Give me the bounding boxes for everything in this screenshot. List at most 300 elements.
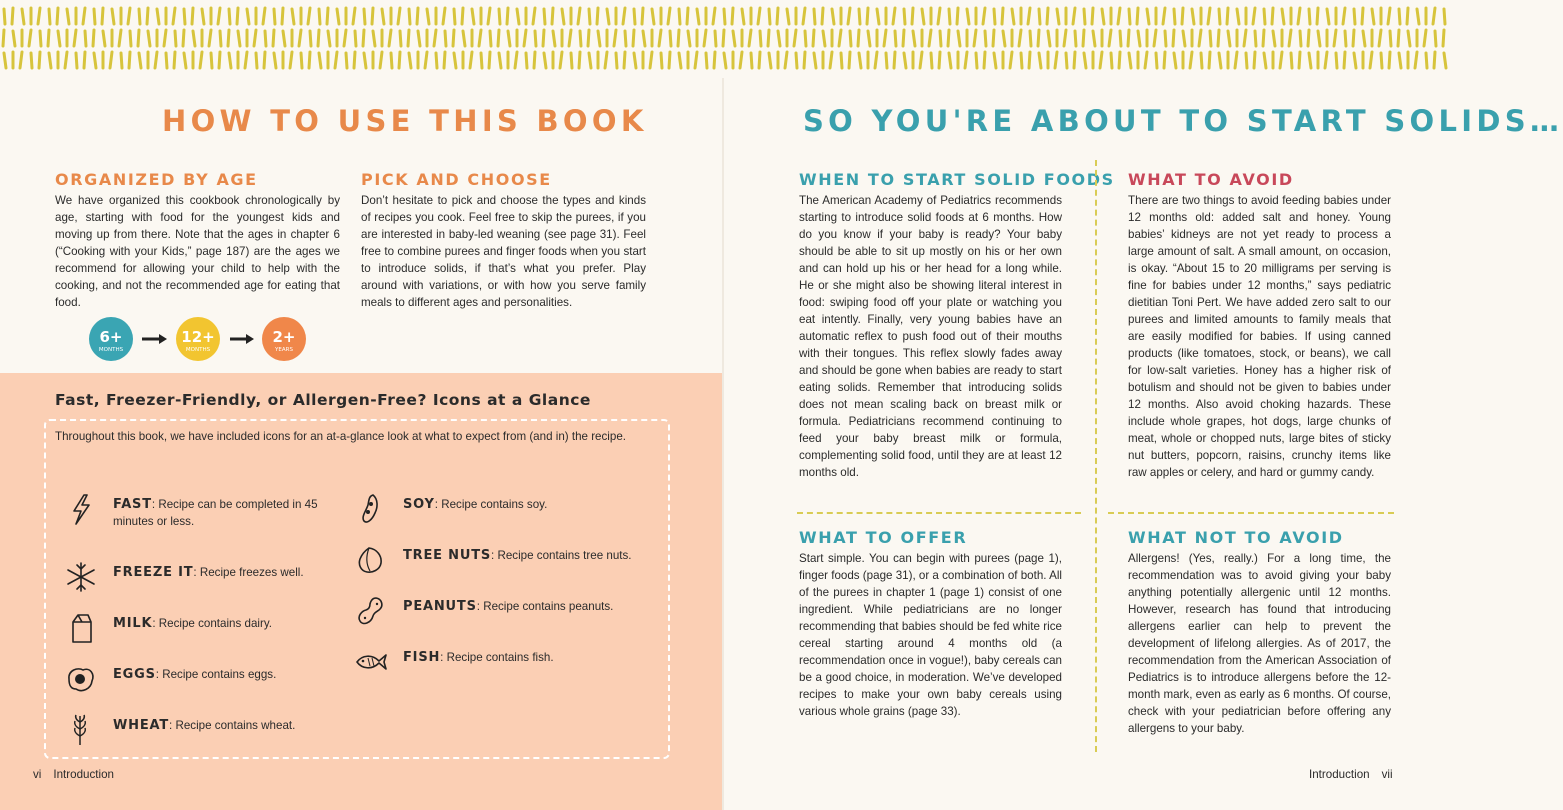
banner-stroke	[534, 52, 535, 68]
banner-stroke	[382, 9, 384, 24]
banner-stroke	[724, 53, 726, 68]
banner-stroke	[704, 30, 706, 46]
banner-stroke	[740, 52, 742, 68]
banner-stroke	[1424, 30, 1426, 46]
banner-stroke	[794, 30, 796, 46]
banner-stroke	[616, 53, 617, 68]
banner-stroke	[850, 31, 851, 46]
banner-stroke	[175, 31, 176, 46]
banner-stroke	[598, 31, 600, 46]
banner-stroke	[1264, 53, 1266, 68]
banner-stroke	[57, 8, 58, 24]
banner-stroke	[192, 8, 193, 24]
banner-stroke	[912, 8, 913, 24]
banner-stroke	[1039, 9, 1040, 24]
banner-stroke	[1318, 31, 1320, 46]
banner-stroke	[1093, 31, 1095, 46]
banner-stroke	[1057, 9, 1059, 24]
banner-stroke	[1066, 53, 1067, 68]
banner-stroke	[679, 53, 681, 68]
icon-desc: : Recipe freezes well.	[193, 566, 304, 579]
banner-stroke	[803, 8, 805, 24]
banner-stroke	[1415, 52, 1417, 68]
wheat-icon	[64, 714, 98, 746]
avoid-body: There are two things to avoid feeding babies under 12 months old: added salt and honey. Young babies’ kidneys are not yet ready to process a large amount of salt. A small amount, on occasion, is okay. “About 15 to 20 milligrams per serving is fine for babies under 12 months,” says pediatric dietitian Toni Pert. We have added zero salt to our purees and limited amounts to family meals that are easily modified for babies. If using canned products (like tomatoes, stock, or beans), we call for low-salt varieties. Honey has a higher risk of botulism and should not be given to babies under 12 months. Also avoid choking hazards. These include whole grapes, hot dogs, large chunks of meat, whole or chopped nuts, large bites of sticky nut butters, popcorn, raisins, crunchy items like raw apples or celery, and hard or gummy candy.	[1128, 194, 1391, 479]
when-body: The American Academy of Pediatrics recommends starting to introduce solid foods at 6 months. How do you know if your baby is ready? Your baby should be able to sit up mostly on his or her own and can hold up his or her head for a long while. He or she might also be showing literal interest in food: swiping food off your plate or watching you eat intently. Finally, very young babies have an automatic reflex to push food out of their mouths with their tongues. This reflex slowly fades away and should be gone when babies are ready to start eating solids. Remember that introducing solids does not mean scaling back on breast milk or formula. Pediatricians recommend continuing to feed your baby breast milk or formula, complementing solid food, until they are at least 12 months old.	[799, 194, 1062, 479]
banner-stroke	[319, 9, 320, 24]
banner-stroke	[515, 52, 517, 68]
banner-stroke	[274, 53, 276, 68]
banner-stroke	[1317, 8, 1318, 24]
banner-stroke	[245, 52, 247, 68]
banner-stroke	[678, 30, 679, 46]
banner-stroke	[282, 8, 283, 24]
banner-stroke	[229, 53, 231, 68]
banner-stroke	[623, 8, 625, 24]
banner-stroke	[1228, 31, 1230, 46]
banner-stroke	[804, 52, 805, 68]
banner-stroke	[625, 31, 626, 46]
banner-stroke	[605, 52, 607, 68]
banner-stroke	[650, 52, 652, 68]
banner-stroke	[1227, 8, 1228, 24]
banner-stroke	[823, 31, 825, 46]
banner-stroke	[130, 31, 131, 46]
banner-stroke	[67, 9, 69, 24]
banner-stroke	[399, 52, 400, 68]
banner-stroke	[1444, 53, 1446, 68]
banner-stroke	[20, 52, 22, 68]
banner-stroke	[669, 52, 670, 68]
nut-icon	[354, 544, 388, 576]
age-badge-12-months	[176, 317, 220, 361]
banner-stroke	[273, 30, 274, 46]
banner-stroke	[670, 31, 671, 46]
banner-stroke	[328, 31, 330, 46]
banner-stroke	[1327, 9, 1329, 24]
banner-stroke	[732, 8, 733, 24]
icon-item-eggs	[64, 663, 334, 695]
banner-stroke	[634, 9, 635, 24]
banner-stroke	[1381, 53, 1382, 68]
banner-stroke	[1399, 53, 1401, 68]
banner-stroke	[1272, 8, 1273, 24]
banner-stroke	[1362, 8, 1363, 24]
banner-stroke	[353, 8, 355, 24]
banner-stroke	[724, 9, 725, 24]
banner-stroke	[1309, 53, 1311, 68]
banner-stroke	[409, 53, 411, 68]
banner-stroke	[893, 8, 895, 24]
banner-stroke	[633, 30, 634, 46]
banner-stroke	[706, 53, 707, 68]
banner-stroke	[1435, 31, 1436, 46]
banner-stroke	[1398, 30, 1399, 46]
banner-stroke	[93, 30, 94, 46]
banner-stroke	[1354, 9, 1355, 24]
banner-stroke	[822, 8, 823, 24]
banner-stroke	[652, 9, 654, 24]
banner-stroke	[1145, 52, 1147, 68]
banner-stroke	[849, 52, 850, 68]
banner-stroke	[489, 52, 490, 68]
banner-stroke	[634, 53, 636, 68]
icon-label: TREE NUTS	[403, 548, 492, 563]
banner-stroke	[1038, 30, 1039, 46]
banner-stroke	[578, 8, 580, 24]
banner-stroke	[76, 53, 77, 68]
banner-stroke	[589, 9, 590, 24]
banner-stroke	[580, 31, 581, 46]
banner-stroke	[553, 31, 555, 46]
banner-stroke	[1390, 31, 1391, 46]
left-page-number: vi	[33, 768, 42, 781]
banner-stroke	[202, 9, 204, 24]
milk-carton-icon	[64, 612, 98, 644]
banner-stroke	[1209, 52, 1210, 68]
banner-stroke	[759, 52, 760, 68]
banner-stroke	[380, 52, 382, 68]
banner-stroke	[1084, 9, 1085, 24]
banner-stroke	[39, 52, 40, 68]
arrow-icon	[142, 334, 167, 344]
banner-stroke	[544, 9, 545, 24]
banner-stroke	[859, 53, 861, 68]
banner-stroke	[1235, 52, 1237, 68]
banner-stroke	[1154, 30, 1156, 46]
banner-stroke	[1119, 52, 1120, 68]
banner-stroke	[1300, 31, 1301, 46]
organized-heading: ORGANIZED BY AGE	[55, 170, 258, 189]
banner-stroke	[1075, 31, 1076, 46]
banner-stroke	[695, 52, 697, 68]
banner-stroke	[1370, 52, 1372, 68]
banner-stroke	[265, 31, 266, 46]
banner-stroke	[1028, 8, 1030, 24]
banner-stroke	[949, 9, 950, 24]
banner-stroke	[1019, 30, 1021, 46]
banner-stroke	[1334, 30, 1336, 46]
banner-stroke	[697, 9, 699, 24]
icon-item-fish	[354, 646, 654, 678]
pick-heading: PICK AND CHOOSE	[361, 170, 552, 189]
banner-stroke	[1039, 53, 1041, 68]
banner-stroke	[263, 8, 265, 24]
organized-by-age-section	[55, 170, 340, 311]
banner-stroke	[13, 31, 15, 46]
banner-stroke	[274, 9, 275, 24]
banner-stroke	[1201, 53, 1202, 68]
icon-label: PEANUTS	[403, 599, 477, 614]
banner-stroke	[183, 30, 184, 46]
banner-stroke	[1173, 30, 1174, 46]
banner-stroke	[814, 9, 815, 24]
banner-stroke	[472, 9, 474, 24]
banner-stroke	[1128, 30, 1129, 46]
banner-stroke	[1183, 31, 1185, 46]
banner-stroke	[94, 53, 96, 68]
banner-stroke	[184, 53, 186, 68]
banner-stroke	[49, 9, 50, 24]
banner-stroke	[292, 9, 294, 24]
banner-stroke	[1118, 8, 1120, 24]
banner-stroke	[102, 8, 103, 24]
banner-stroke	[1289, 30, 1291, 46]
banner-stroke	[1282, 9, 1284, 24]
banner-stroke	[723, 30, 724, 46]
icon-item-wheat	[64, 714, 334, 746]
banner-stroke	[805, 31, 806, 46]
banner-stroke	[1426, 53, 1427, 68]
banner-stroke	[309, 52, 310, 68]
banner-stroke	[1048, 31, 1050, 46]
banner-stroke	[1388, 8, 1390, 24]
icon-label: FREEZE IT	[113, 565, 194, 580]
icons-panel-intro: Throughout this book, we have included icons for an at-a-glance look at what to expect from (and in) the recipe.	[55, 430, 626, 443]
banner-stroke	[535, 31, 536, 46]
banner-stroke	[749, 30, 751, 46]
banner-stroke	[965, 52, 967, 68]
banner-stroke	[310, 31, 311, 46]
banner-stroke	[1443, 30, 1444, 46]
banner-stroke	[139, 53, 141, 68]
banner-stroke	[418, 31, 420, 46]
banner-stroke	[1165, 31, 1166, 46]
banner-stroke	[344, 30, 346, 46]
banner-stroke	[958, 31, 960, 46]
banner-stroke	[1210, 31, 1211, 46]
banner-stroke	[733, 31, 735, 46]
banner-stroke	[434, 30, 436, 46]
banner-stroke	[65, 52, 67, 68]
banner-stroke	[571, 53, 572, 68]
banner-stroke	[1273, 31, 1275, 46]
banner-stroke	[173, 8, 175, 24]
icon-label: EGGS	[113, 667, 156, 682]
banner-stroke	[218, 8, 220, 24]
banner-stroke	[408, 30, 409, 46]
icon-desc: : Recipe contains tree nuts.	[491, 549, 632, 562]
banner-stroke	[1246, 53, 1247, 68]
banner-stroke	[364, 53, 366, 68]
banner-stroke	[984, 52, 985, 68]
banner-stroke	[1002, 8, 1003, 24]
banner-stroke	[372, 8, 373, 24]
banner-stroke	[1138, 31, 1140, 46]
banner-stroke	[1190, 52, 1192, 68]
egg-icon	[64, 663, 98, 695]
banner-stroke	[1336, 53, 1337, 68]
icon-desc: : Recipe contains eggs.	[155, 668, 277, 681]
banner-stroke	[193, 31, 195, 46]
banner-stroke	[1129, 9, 1130, 24]
banner-stroke	[174, 52, 175, 68]
banner-stroke	[85, 31, 86, 46]
banner-stroke	[470, 52, 472, 68]
banner-stroke	[687, 8, 688, 24]
icons-panel-title: Fast, Freezer-Friendly, or Allergen-Free? Icons at a Glance	[55, 391, 591, 409]
offer-body: Start simple. You can begin with purees (page 1), finger foods (page 31), or a combination of both. All of the purees in chapter 1 (page 1) consist of one ingredient. While pediatricians are no longer recommending that babies should be fed white rice cereal starting around 4 months old (a recommendation once in vogue!), baby cereals can be a good choice, in moderation. We’ve developed recipes to make your own baby cereals using various whole grains (page 33).	[799, 552, 1062, 718]
banner-stroke	[517, 9, 519, 24]
banner-stroke	[830, 52, 832, 68]
pick-and-choose-section	[361, 170, 646, 311]
banner-stroke	[1407, 8, 1408, 24]
organized-body: We have organized this cookbook chronologically by age, starting with food for the youngest kids and moving up from there. Note that the ages in chapter 6 (“Cooking with your Kids,” page 187) are the ages we recommend for allowing your child to help with the cooking, and not the recommended age for eating that food.	[55, 194, 340, 309]
banner-stroke	[1055, 52, 1057, 68]
banner-stroke	[238, 31, 240, 46]
banner-stroke	[479, 30, 481, 46]
banner-stroke	[453, 30, 454, 46]
what-to-offer-section	[799, 528, 1062, 720]
banner-stroke	[983, 8, 985, 24]
left-running-head: Introduction	[53, 768, 114, 781]
banner-stroke	[1408, 31, 1410, 46]
banner-stroke	[974, 30, 976, 46]
banner-stroke	[560, 52, 562, 68]
banner-stroke	[220, 31, 221, 46]
banner-stroke	[875, 52, 877, 68]
banner-stroke	[957, 8, 958, 24]
svg-text:2+: 2+	[272, 328, 296, 346]
banner-stroke	[778, 31, 780, 46]
icon-item-tree-nuts	[354, 544, 654, 576]
decorative-banner	[0, 0, 1445, 78]
when-heading: WHEN TO START SOLID FOODS	[799, 170, 1115, 189]
banner-stroke	[409, 9, 410, 24]
banner-stroke	[813, 30, 814, 46]
pick-body: Don’t hesitate to pick and choose the types and kinds of recipes you cook. Feel free to skip the purees, if you are interested in baby-led weaning (see page 31). Feel free to combine purees and finger foods when you start to introduce solids, if that’s what you prefer. Play around with variations, or with how you serve family meals to different ages and personalities.	[361, 194, 646, 309]
banner-stroke	[913, 31, 915, 46]
banner-stroke	[714, 52, 715, 68]
banner-stroke	[785, 52, 787, 68]
banner-stroke	[1308, 30, 1309, 46]
banner-stroke	[938, 8, 940, 24]
banner-stroke	[488, 8, 490, 24]
icon-item-peanuts	[354, 595, 654, 627]
fish-icon	[354, 646, 388, 678]
banner-stroke	[463, 31, 465, 46]
not-avoid-body: Allergens! (Yes, really.) For a long time, the recommendation was to avoid giving your baby anything potentially allergenic until 12 months. However, research has found that introducing allergens earlier can help to prevent the development of lifelong allergies. As of 2017, the recommendation from the American Association of Pediatrics is to introduce allergens before the 12-month mark, even as early as 6 months. Of course, check with your pediatrician before offering any allergens to your baby.	[1128, 552, 1391, 735]
banner-stroke	[1182, 8, 1183, 24]
banner-stroke	[544, 53, 546, 68]
banner-stroke	[579, 52, 580, 68]
banner-stroke	[614, 30, 616, 46]
banner-stroke	[1263, 30, 1264, 46]
banner-stroke	[1309, 9, 1310, 24]
icon-label: WHEAT	[113, 718, 170, 733]
banner-stroke	[904, 9, 905, 24]
banner-stroke	[1389, 52, 1390, 68]
banner-stroke	[354, 52, 355, 68]
banner-stroke	[148, 31, 150, 46]
banner-stroke	[346, 53, 347, 68]
banner-stroke	[643, 31, 645, 46]
banner-stroke	[1164, 52, 1165, 68]
banner-stroke	[337, 9, 339, 24]
avoid-heading: WHAT TO AVOID	[1128, 170, 1294, 189]
age-badge-2-years	[262, 317, 306, 361]
banner-stroke	[1047, 8, 1048, 24]
banner-stroke	[436, 53, 437, 68]
banner-stroke	[219, 52, 220, 68]
banner-stroke	[1083, 30, 1084, 46]
column-divider	[1095, 160, 1097, 752]
banner-stroke	[886, 53, 887, 68]
banner-stroke	[1399, 9, 1400, 24]
banner-stroke	[758, 8, 760, 24]
banner-stroke	[1433, 8, 1435, 24]
banner-stroke	[1354, 53, 1356, 68]
banner-stroke	[1120, 31, 1121, 46]
banner-stroke	[1255, 31, 1256, 46]
banner-stroke	[1010, 52, 1012, 68]
banner-stroke	[1353, 30, 1354, 46]
banner-stroke	[128, 8, 130, 24]
banner-stroke	[713, 8, 715, 24]
banner-stroke	[1291, 53, 1292, 68]
banner-stroke	[742, 9, 744, 24]
banner-stroke	[904, 53, 906, 68]
banner-stroke	[508, 31, 510, 46]
not-avoid-heading: WHAT NOT TO AVOID	[1128, 528, 1344, 547]
banner-stroke	[884, 30, 886, 46]
right-page-number: vii	[1381, 768, 1393, 781]
banner-stroke	[499, 9, 500, 24]
banner-stroke	[552, 8, 553, 24]
banner-stroke	[769, 9, 770, 24]
banner-stroke	[659, 30, 661, 46]
age-timeline	[88, 316, 308, 362]
banner-stroke	[1218, 30, 1219, 46]
banner-stroke	[507, 8, 508, 24]
arrow-icon	[230, 334, 254, 344]
banner-stroke	[462, 8, 463, 24]
banner-stroke	[769, 53, 771, 68]
banner-stroke	[164, 30, 166, 46]
banner-stroke	[1012, 9, 1014, 24]
icon-label: MILK	[113, 616, 153, 631]
banner-stroke	[949, 53, 951, 68]
banner-stroke	[688, 31, 690, 46]
banner-stroke	[760, 31, 761, 46]
banner-stroke	[1219, 9, 1220, 24]
banner-stroke	[1074, 52, 1075, 68]
banner-stroke	[661, 53, 662, 68]
banner-stroke	[832, 9, 834, 24]
banner-stroke	[454, 53, 456, 68]
banner-stroke	[1417, 9, 1419, 24]
banner-stroke	[1147, 9, 1149, 24]
banner-stroke	[597, 8, 598, 24]
banner-stroke	[389, 30, 391, 46]
banner-stroke	[490, 31, 491, 46]
banner-stroke	[318, 30, 319, 46]
banner-stroke	[237, 8, 238, 24]
banner-stroke	[1299, 52, 1300, 68]
icon-label: FAST	[113, 497, 152, 512]
banner-stroke	[425, 52, 427, 68]
banner-stroke	[624, 52, 625, 68]
when-to-start-section	[799, 170, 1115, 481]
banner-stroke	[166, 53, 167, 68]
banner-stroke	[398, 8, 400, 24]
banner-stroke	[1208, 8, 1210, 24]
banner-stroke	[40, 31, 41, 46]
section-divider	[1108, 512, 1394, 514]
banner-stroke	[254, 30, 256, 46]
banner-stroke	[931, 53, 932, 68]
banner-stroke	[533, 8, 535, 24]
